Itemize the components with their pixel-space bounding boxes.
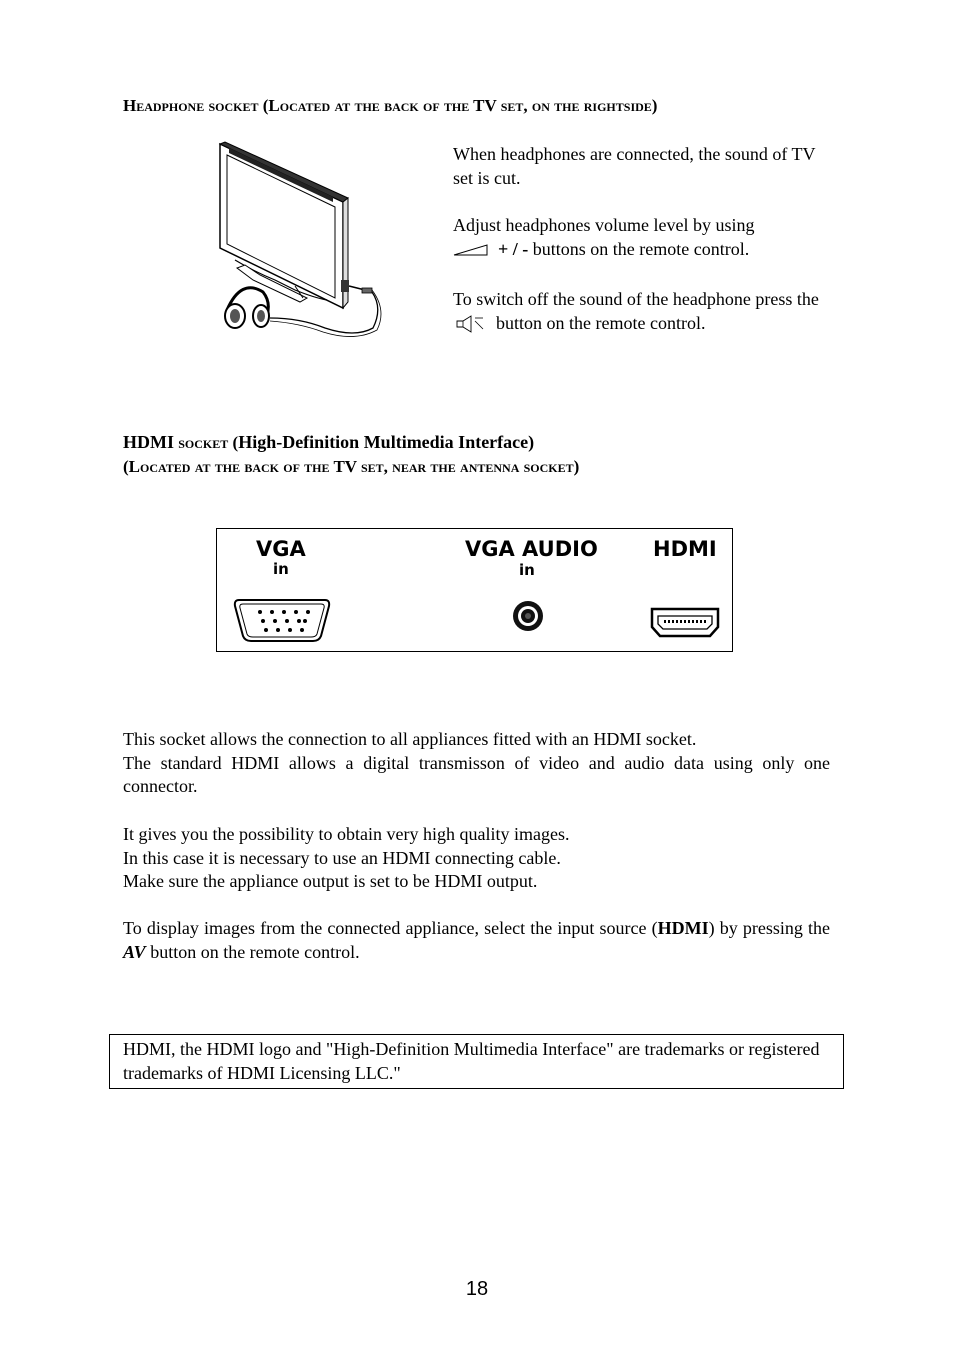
volume-ramp-icon bbox=[453, 243, 489, 257]
headphone-paragraph-2 bbox=[453, 214, 833, 261]
mute-speaker-icon bbox=[453, 315, 487, 333]
vga-in-label: in bbox=[273, 560, 289, 578]
audio-jack-icon bbox=[511, 599, 545, 633]
connector-panel bbox=[216, 528, 733, 652]
paragraph-3-tail: button on the remote control. bbox=[496, 312, 706, 333]
headphone-section-title: Headphone socket (Located at the back of the TV set, on the rightside) bbox=[123, 96, 658, 115]
av-button-label: AV bbox=[123, 941, 146, 962]
page-number: 18 bbox=[465, 1278, 489, 1300]
hdmi-paragraph-3 bbox=[123, 917, 830, 964]
hdmi-title-part-a: HDMI bbox=[123, 432, 174, 452]
trademark-notice: HDMI, the HDMI logo and "High-Definition Multimedia Interface" are trademarks or registered trademarks of HDMI Licensing LLC." bbox=[109, 1034, 844, 1089]
vga-audio-in-label: in bbox=[519, 561, 535, 579]
paragraph-2-line-2: In this case it is necessary to use an HDMI connecting cable. bbox=[123, 847, 561, 868]
headphone-paragraph-3 bbox=[453, 288, 833, 335]
paragraph-2-line-1: It gives you the possibility to obtain very high quality images. bbox=[123, 824, 570, 844]
hdmi-title-part-c: High-Definition Multimedia Interface bbox=[238, 432, 529, 452]
vga-audio-label: VGA AUDIO bbox=[465, 537, 598, 561]
paragraph-3-mid: ) by pressing the bbox=[708, 918, 830, 938]
paragraph-3-hdmi: HDMI bbox=[657, 918, 709, 938]
paragraph-2-tail: buttons on the remote control. bbox=[532, 238, 750, 259]
paragraph-1-line-2: The standard HDMI allows a digital transmisson of video and audio data using only one connector. bbox=[123, 752, 830, 796]
vga-label: VGA bbox=[256, 537, 306, 561]
headphone-paragraph-1: When headphones are connected, the sound of TV set is cut. bbox=[453, 144, 816, 188]
hdmi-paragraph-2 bbox=[123, 823, 830, 894]
paragraph-3-post: button on the remote control. bbox=[150, 941, 360, 962]
paragraph-2-line-3: Make sure the appliance output is set to be HDMI output. bbox=[123, 871, 538, 891]
hdmi-section-subtitle: (Located at the back of the TV set, near the antenna socket) bbox=[123, 457, 580, 476]
vga-port-icon bbox=[233, 596, 331, 644]
paragraph-3-pre: To display images from the connected appliance, select the input source ( bbox=[123, 918, 658, 938]
paragraph-1-line-1: This socket allows the connection to all appliances fitted with an HDMI socket. bbox=[123, 729, 697, 749]
hdmi-paragraph-1 bbox=[123, 728, 830, 799]
hdmi-label: HDMI bbox=[653, 537, 717, 561]
tv-with-headphones-illustration bbox=[215, 140, 390, 340]
plus-minus-label: + / - bbox=[498, 238, 529, 259]
paragraph-2-lead: Adjust headphones volume level by using bbox=[453, 215, 755, 235]
hdmi-title-part-b: socket ( bbox=[178, 433, 239, 452]
hdmi-port-icon bbox=[650, 607, 720, 639]
paragraph-3-lead: To switch off the sound of the headphone press the bbox=[453, 289, 819, 309]
hdmi-section-title bbox=[123, 430, 579, 479]
hdmi-title-part-d: ) bbox=[528, 432, 535, 452]
